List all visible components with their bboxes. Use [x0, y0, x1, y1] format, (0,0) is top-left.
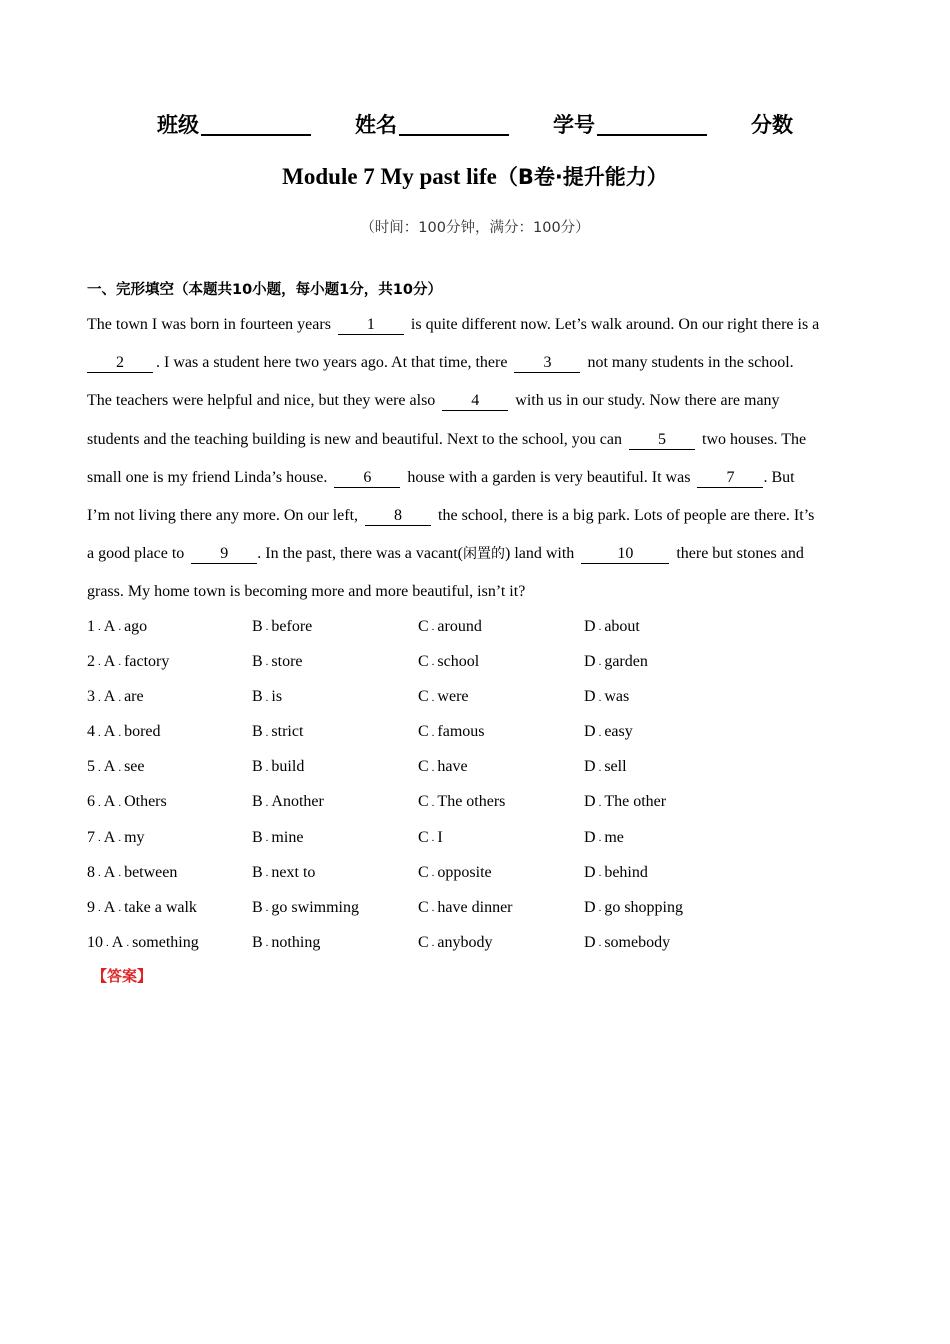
passage-text: . In the past, there was a vacant( [257, 545, 463, 563]
separator-dot: . [431, 761, 435, 774]
option-letter: D [584, 618, 596, 635]
separator-dot: . [126, 937, 130, 950]
option-text: store [271, 653, 303, 671]
separator-dot: . [598, 656, 602, 669]
option-4-d[interactable] [584, 717, 633, 747]
option-6-a[interactable] [87, 787, 167, 817]
option-6-b[interactable] [252, 787, 324, 817]
separator-dot: . [598, 866, 602, 879]
separator-dot: . [265, 726, 269, 739]
passage-text: there but stones and [676, 545, 804, 563]
separator-dot: . [598, 761, 602, 774]
exam-info [0, 214, 950, 242]
passage-line [87, 344, 863, 382]
option-7-a[interactable] [87, 823, 145, 853]
option-9-b[interactable] [252, 893, 359, 923]
option-8-c[interactable] [418, 858, 492, 888]
blank-3: 3 [514, 354, 580, 373]
blank-5: 5 [629, 431, 695, 450]
option-letter: C [418, 933, 429, 951]
passage-text: a good place to [87, 545, 185, 563]
passage-text: The teachers were helpful and nice, but they were also [87, 392, 436, 410]
option-letter: A [103, 723, 116, 741]
separator-dot: . [118, 796, 122, 809]
option-text: nothing [271, 933, 321, 951]
option-letter: B [252, 618, 263, 635]
option-text: my [124, 828, 145, 846]
option-letter: A [111, 933, 124, 951]
option-text: Others [124, 793, 167, 811]
student-id-field[interactable] [553, 108, 707, 142]
title-english: Module 7 My past life [282, 164, 497, 189]
option-text: easy [604, 723, 633, 741]
passage-text: the school, there is a big park. Lots of people are there. It’s [438, 506, 815, 524]
question-number: 4 [87, 723, 95, 741]
separator-dot: . [98, 726, 101, 739]
section-heading: 一、完形填空（本题共10小题，每小题1分，共10分） [87, 282, 442, 298]
option-9-c[interactable] [418, 893, 513, 923]
separator-dot: . [265, 831, 269, 844]
option-letter: B [252, 688, 263, 706]
option-text: around [437, 618, 482, 635]
separator-dot: . [431, 726, 435, 739]
option-letter: D [584, 653, 596, 671]
question-number: 8 [87, 863, 95, 881]
name-blank-line [399, 134, 509, 136]
passage-line [87, 421, 863, 459]
option-letter: D [584, 933, 596, 951]
option-letter: C [418, 688, 429, 706]
option-text: famous [437, 723, 485, 741]
option-8-b[interactable] [252, 858, 315, 888]
option-3-b[interactable] [252, 682, 282, 712]
option-letter: C [418, 863, 429, 881]
student-id-label: 学号 [553, 113, 595, 137]
separator-dot: . [98, 796, 101, 809]
option-text: somebody [604, 933, 671, 951]
option-letter: A [103, 688, 116, 706]
option-4-b[interactable] [252, 717, 303, 747]
option-letter: D [584, 828, 596, 846]
option-letter: D [584, 863, 596, 881]
question-row-8 [87, 858, 867, 893]
separator-dot: . [598, 831, 602, 844]
separator-dot: . [265, 902, 269, 915]
separator-dot: . [265, 656, 269, 669]
question-number: 6 [87, 793, 95, 811]
option-letter: C [418, 653, 429, 671]
option-10-b[interactable] [252, 928, 320, 958]
option-text: me [604, 828, 624, 846]
option-letter: B [252, 723, 263, 741]
option-text: I [437, 828, 443, 846]
option-letter: C [418, 758, 429, 776]
answer-options-list [87, 612, 867, 963]
option-6-d[interactable] [584, 787, 666, 817]
option-letter: D [584, 723, 596, 741]
option-3-c[interactable] [418, 682, 469, 712]
option-text: something [132, 933, 199, 951]
option-2-c[interactable] [418, 647, 479, 677]
passage-text-chinese: 闲置的 [462, 546, 505, 563]
separator-dot: . [431, 691, 435, 704]
option-1-d[interactable] [584, 612, 640, 642]
passage-text: is quite different now. Let’s walk around. On our right there is a [410, 316, 820, 333]
class-label: 班级 [157, 113, 199, 137]
option-2-a[interactable] [87, 647, 169, 677]
separator-dot: . [118, 656, 122, 669]
option-text: Another [271, 793, 324, 811]
separator-dot: . [118, 621, 122, 634]
blank-4: 4 [442, 392, 508, 411]
option-text: between [124, 863, 178, 881]
question-row-5 [87, 752, 867, 787]
separator-dot: . [431, 902, 435, 915]
option-text: build [271, 758, 305, 776]
option-letter: C [418, 828, 429, 846]
separator-dot: . [265, 937, 269, 950]
separator-dot: . [118, 691, 122, 704]
option-1-c[interactable] [418, 612, 482, 642]
passage-line [87, 535, 863, 573]
option-10-a[interactable] [87, 928, 199, 958]
option-3-a[interactable] [87, 682, 144, 712]
separator-dot: . [118, 866, 122, 879]
passage-text: not many students in the school. [587, 354, 794, 372]
option-letter: B [252, 793, 263, 811]
option-5-a[interactable] [87, 752, 145, 782]
separator-dot: . [118, 831, 122, 844]
blank-8: 8 [365, 507, 431, 526]
option-text: garden [604, 653, 648, 671]
option-4-a[interactable] [87, 717, 161, 747]
option-9-d[interactable] [584, 893, 683, 923]
option-text: sell [604, 758, 627, 776]
option-letter: D [584, 688, 596, 706]
passage-line: grass. My home town is becoming more and more beautiful, isn’t it? [87, 583, 526, 601]
option-text: have dinner [437, 898, 513, 916]
option-letter: C [418, 793, 429, 811]
option-text: about [604, 618, 640, 635]
option-letter: C [418, 723, 429, 741]
passage-text: small one is my friend Linda’s house. [87, 468, 328, 486]
title-chinese: （B卷·提升能力） [496, 165, 668, 189]
blank-9: 9 [191, 545, 257, 564]
option-9-a[interactable] [87, 893, 197, 923]
question-number: 5 [87, 758, 95, 776]
separator-dot: . [598, 726, 602, 739]
option-text: before [271, 618, 313, 635]
option-text: go swimming [271, 898, 359, 916]
option-2-b[interactable] [252, 647, 303, 677]
option-5-c[interactable] [418, 752, 468, 782]
passage-text: with us in our study. Now there are many [515, 392, 780, 410]
option-7-d[interactable] [584, 823, 624, 853]
option-text: see [124, 758, 145, 776]
option-text: were [437, 688, 469, 706]
separator-dot: . [431, 796, 435, 809]
separator-dot: . [118, 902, 122, 915]
passage-line [87, 497, 863, 535]
passage-text: . But [763, 468, 795, 486]
separator-dot: . [265, 691, 269, 704]
blank-2: 2 [87, 354, 153, 373]
passage-line [87, 382, 863, 420]
separator-dot: . [598, 937, 602, 950]
separator-dot: . [431, 621, 435, 634]
question-row-4 [87, 717, 867, 752]
passage-text: ) land with [504, 545, 575, 563]
option-1-b[interactable] [252, 612, 312, 642]
answer-heading: 【答案】 [92, 967, 153, 985]
question-row-6 [87, 787, 867, 822]
separator-dot: . [265, 621, 269, 634]
option-text: The other [604, 793, 667, 811]
option-letter: D [584, 793, 596, 811]
passage-text: house with a garden is very beautiful. It was [407, 468, 691, 486]
question-number: 7 [87, 828, 95, 846]
option-text: mine [271, 828, 304, 846]
option-text: have [437, 758, 468, 776]
separator-dot: . [431, 656, 435, 669]
passage-text: students and the teaching building is new and beautiful. Next to the school, you can [87, 430, 622, 448]
separator-dot: . [98, 866, 101, 879]
passage-text: . I was a student here two years ago. At that time, there [156, 354, 508, 372]
option-text: bored [124, 723, 161, 741]
option-text: strict [271, 723, 304, 741]
option-5-b[interactable] [252, 752, 304, 782]
separator-dot: . [431, 831, 435, 844]
separator-dot: . [431, 937, 435, 950]
passage-text: two houses. The [702, 430, 807, 448]
option-2-d[interactable] [584, 647, 648, 677]
option-7-c[interactable] [418, 823, 443, 853]
blank-6: 6 [334, 469, 400, 488]
option-text: next to [271, 863, 316, 881]
question-number: 3 [87, 688, 95, 706]
option-5-d[interactable] [584, 752, 627, 782]
separator-dot: . [98, 621, 101, 634]
separator-dot: . [98, 691, 101, 704]
option-letter: B [252, 758, 263, 776]
option-letter: A [103, 793, 116, 811]
separator-dot: . [598, 902, 602, 915]
page-title [0, 158, 950, 196]
blank-10: 10 [581, 545, 669, 564]
blank-1: 1 [338, 316, 404, 335]
score-label: 分数 [751, 113, 793, 137]
score-field [751, 108, 793, 142]
option-7-b[interactable] [252, 823, 303, 853]
question-row-10 [87, 928, 867, 963]
option-text: are [124, 688, 144, 706]
option-text: is [271, 688, 283, 706]
option-6-c[interactable] [418, 787, 505, 817]
student-info-header [0, 108, 950, 142]
name-field[interactable] [355, 108, 509, 142]
option-letter: A [103, 618, 116, 635]
separator-dot: . [598, 796, 602, 809]
option-text: opposite [437, 863, 492, 881]
question-number: 9 [87, 898, 95, 916]
option-8-d[interactable] [584, 858, 648, 888]
option-10-d[interactable] [584, 928, 670, 958]
separator-dot: . [265, 796, 269, 809]
option-letter: B [252, 898, 263, 916]
separator-dot: . [431, 866, 435, 879]
passage-line [87, 306, 863, 344]
separator-dot: . [118, 726, 122, 739]
question-number: 1 [87, 618, 95, 635]
exam-time-score: （时间：100分钟，满分：100分） [360, 220, 590, 236]
option-text: take a walk [124, 898, 197, 916]
separator-dot: . [98, 831, 101, 844]
question-number: 10 [87, 933, 103, 951]
separator-dot: . [98, 902, 101, 915]
question-row-1 [87, 612, 867, 647]
class-field[interactable] [157, 108, 311, 142]
option-letter: B [252, 828, 263, 846]
separator-dot: . [598, 621, 602, 634]
student-id-blank-line [597, 134, 707, 136]
option-text: ago [124, 618, 148, 635]
passage-text: I’m not living there any more. On our left, [87, 506, 359, 524]
separator-dot: . [118, 761, 122, 774]
separator-dot: . [598, 691, 602, 704]
option-text: school [437, 653, 480, 671]
question-row-7 [87, 823, 867, 858]
option-letter: A [103, 898, 116, 916]
option-text: was [604, 688, 630, 706]
option-8-a[interactable] [87, 858, 177, 888]
option-letter: A [103, 758, 116, 776]
passage-text: The town I was born in fourteen years [87, 316, 331, 333]
separator-dot: . [265, 761, 269, 774]
question-row-3 [87, 682, 867, 717]
blank-7: 7 [697, 469, 763, 488]
option-text: The others [437, 793, 506, 811]
option-text: behind [604, 863, 648, 881]
option-text: go shopping [604, 898, 683, 916]
option-text: factory [124, 653, 170, 671]
separator-dot: . [106, 937, 109, 950]
option-letter: A [103, 863, 116, 881]
option-3-d[interactable] [584, 682, 629, 712]
option-letter: C [418, 618, 429, 635]
option-4-c[interactable] [418, 717, 485, 747]
option-letter: B [252, 863, 263, 881]
option-letter: C [418, 898, 429, 916]
option-letter: B [252, 653, 263, 671]
question-row-2 [87, 647, 867, 682]
option-10-c[interactable] [418, 928, 493, 958]
passage-line [87, 459, 863, 497]
option-letter: D [584, 758, 596, 776]
option-letter: A [103, 828, 116, 846]
cloze-passage [87, 306, 863, 612]
separator-dot: . [98, 761, 101, 774]
separator-dot: . [98, 656, 101, 669]
option-letter: D [584, 898, 596, 916]
question-row-9 [87, 893, 867, 928]
option-text: anybody [437, 933, 493, 951]
separator-dot: . [265, 866, 269, 879]
question-number: 2 [87, 653, 95, 671]
name-label: 姓名 [355, 113, 397, 137]
option-letter: A [103, 653, 116, 671]
option-letter: B [252, 933, 263, 951]
option-1-a[interactable] [87, 612, 147, 642]
class-blank-line [201, 134, 311, 136]
